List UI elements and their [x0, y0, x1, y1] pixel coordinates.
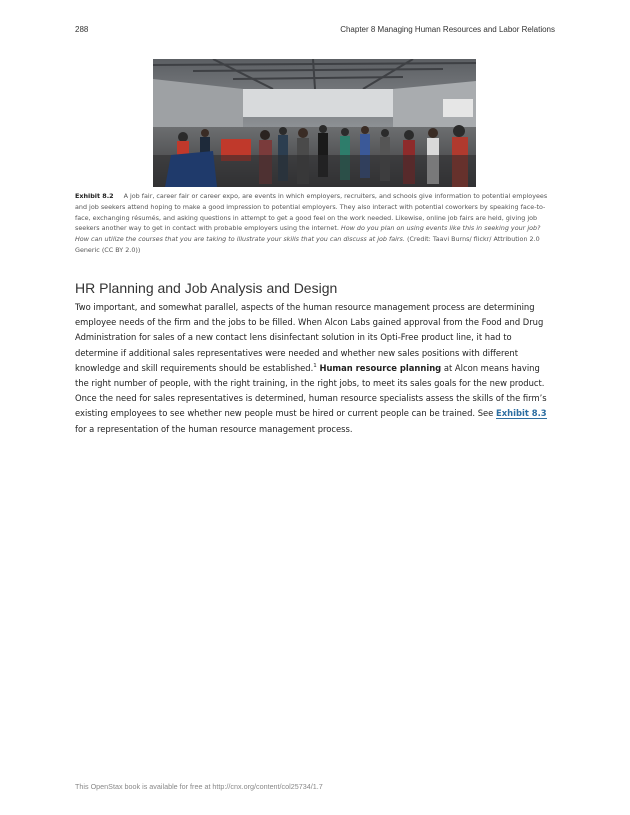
paragraph-part-3: for a representation of the human resource management process. [75, 423, 353, 434]
exhibit-link[interactable]: Exhibit 8.3 [496, 408, 547, 419]
figure-label: Exhibit 8.2 [75, 192, 114, 200]
body-paragraph [75, 300, 556, 437]
job-fair-photo [153, 59, 476, 187]
key-term: Human resource planning [319, 362, 442, 373]
footnote-reference[interactable]: 1 [313, 363, 317, 370]
section-heading: HR Planning and Job Analysis and Design [75, 280, 338, 296]
caption-text: A job fair, career fair or career expo, are events in which employers, recruiters, and schools give information to potential employees and job seekers attend hoping to make a good impression to potential employers. They also interact with potential coworkers by speaking face-to-face, exchanging résumés, and asking questions in attempt to get a good feel on the work needed. Likewise, online job fairs are held, giving job seekers another way to get in contact with probable employers using the internet. [75, 192, 548, 233]
chapter-title: Chapter 8 Managing Human Resources and Labor Relations [340, 25, 555, 34]
page-footer: This OpenStax book is available for free at http://cnx.org/content/col25734/1.7 [75, 782, 323, 791]
figure-caption [75, 191, 556, 256]
caption-question: How do you plan on using events like this in seeking your job? How can utilize the courses that you are taking to illustrate your skills that you can discuss at job fairs. [75, 224, 541, 244]
paragraph-part-2: at Alcon means having the right number of people, with the right training, in the right jobs, to meet its sales goals for the new product. Once the need for sales representatives is determined, human resource specialists assess the skills of the firm’s existing employees to see whether new people must be hired or current people can be trained. See [75, 362, 547, 419]
page-number: 288 [75, 25, 89, 34]
caption-credit: (Credit: Taavi Burns/ flickr/ Attribution 2.0 Generic (CC BY 2.0)) [75, 235, 540, 254]
paragraph-part-1: Two important, and somewhat parallel, aspects of the human resource management process are determining employee needs of the firm and the jobs to be filled. When Alcon Labs gained approval from the Food and Drug Administration for sales of a new contact lens disinfectant solution in its Opti-Free product line, it had to determine if additional sales representatives were needed and whether new sales positions with different knowledge and skill requirements should be established. [75, 302, 544, 373]
